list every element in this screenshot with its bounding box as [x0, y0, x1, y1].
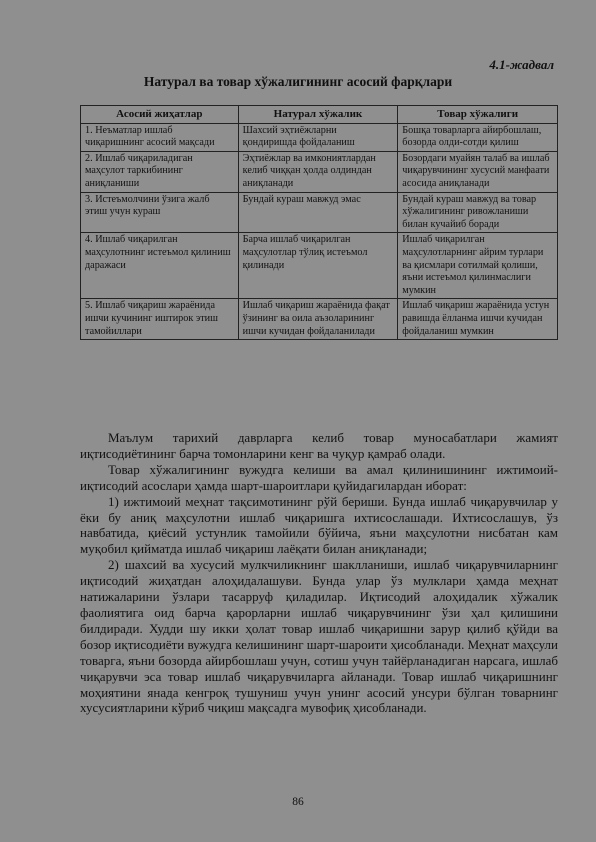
table-cell: 5. Ишлаб чиқариш жараёнида ишчи кучининг иштирок этиш тамойиллари [81, 299, 239, 340]
table-cell: Эҳтиёжлар ва имкониятлардан келиб чиққан ҳолда олдиндан аниқланади [238, 151, 398, 192]
table-label: 4.1-жадвал [489, 57, 554, 72]
table-cell: Бундай кураш мавжуд ва товар хўжалигининг ривожланиши билан кучайиб боради [398, 192, 558, 233]
page-title: Натурал ва товар хўжалигининг асосий фарқлари [143, 74, 453, 89]
table-row [81, 299, 558, 340]
header-aspects: Асосий жиҳатлар [81, 106, 239, 124]
table-header-row [81, 106, 558, 124]
body-text [80, 430, 558, 716]
table-cell: 2. Ишлаб чиқариладиган маҳсулот таркибининг аниқланиши [81, 151, 239, 192]
comparison-table [80, 105, 558, 340]
table-row [81, 123, 558, 151]
table-cell: 4. Ишлаб чиқарилган маҳсулотнинг истеъмол қилиниш даражаси [81, 233, 239, 299]
header-natural-economy: Натурал хўжалик [238, 106, 398, 124]
table-row [81, 151, 558, 192]
table-cell: Ишлаб чиқариш жараёнида устун равишда ёлланма ишчи кучидан фойдаланиш мумкин [398, 299, 558, 340]
table-cell: 1. Неъматлар ишлаб чиқаришнинг асосий мақсади [81, 123, 239, 151]
table-cell: Ишлаб чиқариш жараёнида фақат ўзининг ва оила аъзоларининг ишчи кучидан фойдаланилади [238, 299, 398, 340]
table-cell: Бошқа товарларга айирбошлаш, бозорда олди-сотди қилиш [398, 123, 558, 151]
table-row [81, 233, 558, 299]
table-cell: Бундай кураш мавжуд эмас [238, 192, 398, 233]
table-cell: Барча ишлаб чиқарилган маҳсулотлар тўлиқ истеъмол қилинади [238, 233, 398, 299]
table-cell: 3. Истеъмолчини ўзига жалб этиш учун кураш [81, 192, 239, 233]
table-cell: Ишлаб чиқарилган маҳсулотларнинг айрим турлари ва қисмлари сотилмай қолиши, яъни истеъмол қилинмаслиги мумкин [398, 233, 558, 299]
table-row [81, 192, 558, 233]
table-cell: Бозордаги муайян талаб ва ишлаб чиқарувчининг хусусий манфаати асосида аниқланади [398, 151, 558, 192]
paragraph: Товар хўжалигининг вужудга келиши ва амал қилинишининг ижтимоий-иқтисодий асослари ҳамда шарт-шароитлари қуйидагилардан иборат: [80, 461, 558, 493]
paragraph: 1) ижтимоий меҳнат тақсимотининг рўй бериши. Бунда ишлаб чиқарувчилар у ёки бу аниқ маҳсулотни ишлаб чиқаришга ихтисослашади. Ихтисослашув, ўз навбатида, қиёсий устунлик тамойили бўйича, яъни маҳсулотни нисбатан кам муқобил қийматда ишлаб чиқариш лаёқати билан аниқланади; [80, 493, 558, 557]
header-commodity-economy: Товар хўжалиги [398, 106, 558, 124]
paragraph: Маълум тарихий даврларга келиб товар муносабатлари жамият иқтисодиётининг барча томонларини кенг ва чуқур қамраб олади. [80, 430, 558, 461]
table-cell: Шахсий эҳтиёжларни қондиришда фойдаланиш [238, 123, 398, 151]
page-number: 86 [292, 796, 304, 808]
paragraph: 2) шахсий ва хусусий мулкчиликнинг шаклланиши, ишлаб чиқарувчиларнинг иқтисодий жиҳатдан алоҳидалашуви. Бунда улар ўз мулклари ҳамда меҳнат натижаларини ўзлари тасарруф қиладилар. Иқтисодий алоҳидалик хўжалик фаолиятига оид барча қарорларни ишлаб чиқарувчининг ўзи ҳал қилишини билдиради. Худди шу икки ҳолат товар ишлаб чиқаришни зарур қилиб қўйди ва бозор иқтисодиёти вужудга келишининг шарт-шароити ҳисобланади. Меҳнат маҳсули товарга, яъни бозорда айирбошлаш учун, сотиш учун тайёрланадиган нарсага, ишлаб чиқарувчи эса товар ишлаб чиқарувчиларга айланади. Товар ишлаб чиқаришнинг моҳиятини янада кенгроқ тушуниш учун унинг асосий унсури бўлган товарнинг хусусиятларини кўриб чиқиш мақсадга мувофиқ ҳисобланади. [80, 557, 558, 716]
